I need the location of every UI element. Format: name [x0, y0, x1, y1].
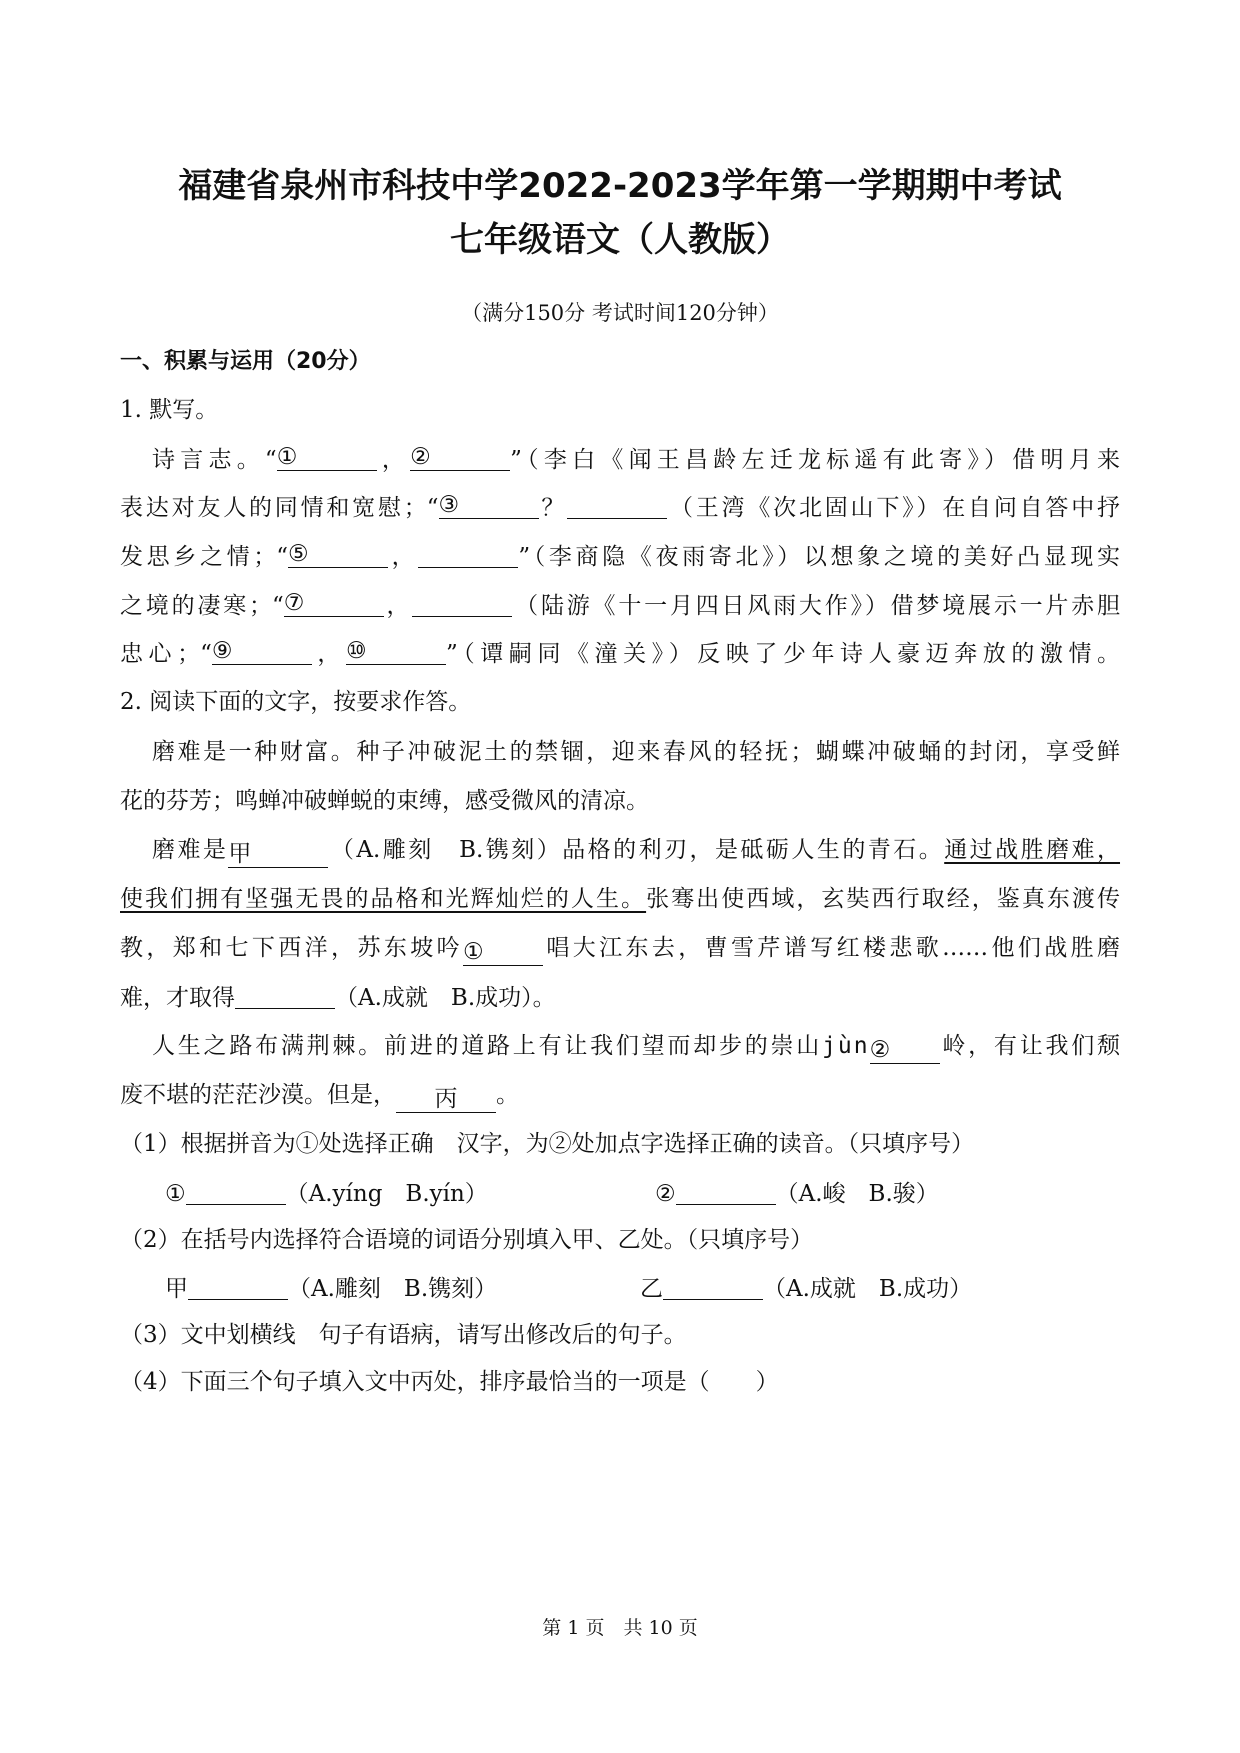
- answer-blank-8[interactable]: [412, 590, 512, 617]
- answer-blank-6[interactable]: [418, 541, 518, 568]
- underlined-sentence-part-2: 使我们拥有坚强无畏的品格和光辉灿烂的人生。: [120, 886, 647, 912]
- sub-question-1-options: ① （A.yíng B.yín） ② （A.峻 B.骏）: [165, 1178, 1065, 1209]
- sub-question-3: （3）文中划横线 句子有语病，请写出修改后的句子。: [120, 1322, 687, 1348]
- blank-1[interactable]: ①: [463, 939, 543, 966]
- exam-subtitle: 七年级语文（人教版）: [450, 220, 790, 260]
- answer-blank-1[interactable]: ①: [277, 444, 377, 471]
- answer-blank-7[interactable]: ⑦: [284, 590, 384, 617]
- exam-title: 福建省泉州市科技中学2022-2023学年第一学期期中考试: [178, 166, 1062, 206]
- answer-blank-10[interactable]: ⑩: [346, 638, 446, 665]
- sub-question-2-options: 甲 （A.雕刻 B.镌刻） 乙 （A.成就 B.成功）: [165, 1273, 1065, 1304]
- answer-blank-2[interactable]: ②: [410, 444, 510, 471]
- passage-p1-line-2: 花的芬芳；鸣蝉冲破蝉蜕的束缚，感受微风的清凉。: [120, 788, 649, 814]
- passage-p2-line-1: 磨难是甲 （A.雕刻 B.镌刻）品格的利刃，是砥砺人生的青石。通过战胜磨难，: [152, 837, 1121, 867]
- q1-line-2: 表达对友人的同情和宽慰；“ ③ ？ （王湾《次北固山下》）在自问自答中抒: [120, 492, 1121, 521]
- passage-p2-line-2: 使我们拥有坚强无畏的品格和光辉灿烂的人生。张骞出使西域，玄奘西行取经，鉴真东渡传: [120, 886, 1121, 912]
- sub-question-2: （2）在括号内选择符合语境的词语分别填入甲、乙处。（只填序号）: [120, 1227, 814, 1253]
- passage-p2-line-4: 难，才取得 （A.成就 B.成功）。: [120, 982, 556, 1013]
- answer-blank-sub1-a[interactable]: [186, 1178, 286, 1205]
- answer-blank-3[interactable]: ③: [439, 492, 539, 519]
- sub-question-1: （1）根据拼音为①处选择正确 汉字，为②处加点字选择正确的读音。（只填序号）: [120, 1131, 975, 1157]
- exam-info: （满分150分 考试时间120分钟）: [461, 301, 779, 325]
- q1-line-3: 发思乡之情；“ ⑤ ， ”（李商隐《夜雨寄北》）以想象之境的美好凸显现实: [120, 541, 1121, 570]
- q1-line-5: 忠心；“ ⑨ ， ⑩ ”（谭嗣同《潼关》）反映了少年诗人豪迈奔放的激情。: [120, 638, 1121, 667]
- blank-2[interactable]: ②: [870, 1037, 940, 1064]
- sub-question-4: （4）下面三个句子填入文中丙处，排序最恰当的一项是（ ）: [120, 1369, 779, 1395]
- answer-blank-9[interactable]: ⑨: [212, 638, 312, 665]
- blank-jia[interactable]: 甲: [228, 841, 328, 868]
- passage-p2-line-3: 教，郑和七下西洋，苏东坡吟① 唱大江东去，曹雪芹谱写红楼悲歌……他们战胜磨: [120, 935, 1121, 965]
- q1-line-4: 之境的凄寒；“ ⑦ ， （陆游《十一月四日风雨大作》）借梦境展示一片赤胆: [120, 590, 1121, 619]
- answer-blank-sub2-yi[interactable]: [663, 1273, 763, 1300]
- page-footer: 第 1 页 共 10 页: [542, 1617, 698, 1639]
- answer-blank-sub1-b[interactable]: [676, 1178, 776, 1205]
- answer-blank-5[interactable]: ⑤: [288, 541, 388, 568]
- passage-p3-line-1: 人生之路布满荆棘。前进的道路上有让我们望而却步的崇山jùn② 岭，有让我们颓: [152, 1033, 1121, 1063]
- q1-line-1: 诗言志。“ ① ， ② ”（李白《闻王昌龄左迁龙标遥有此寄》）借明月来: [152, 444, 1120, 473]
- passage-p1-line-1: 磨难是一种财富。种子冲破泥土的禁锢，迎来春风的轻抚；蝴蝶冲破蛹的封闭，享受鲜: [152, 739, 1120, 765]
- pinyin-jun: jùn: [822, 1033, 870, 1059]
- answer-blank-sub2-jia[interactable]: [188, 1273, 288, 1300]
- blank-bing[interactable]: 丙: [396, 1086, 496, 1113]
- question-1-stem: 1. 默写。: [120, 397, 219, 423]
- passage-p3-line-2: 废不堪的茫茫沙漠。但是， 丙 。: [120, 1082, 519, 1112]
- answer-blank-4[interactable]: [567, 492, 667, 519]
- underlined-sentence-part-1: 通过战胜磨难，: [944, 837, 1121, 863]
- question-2-stem: 2. 阅读下面的文字，按要求作答。: [120, 689, 472, 715]
- blank-yi[interactable]: [235, 982, 335, 1009]
- section-heading: 一、积累与运用（20分）: [120, 349, 371, 374]
